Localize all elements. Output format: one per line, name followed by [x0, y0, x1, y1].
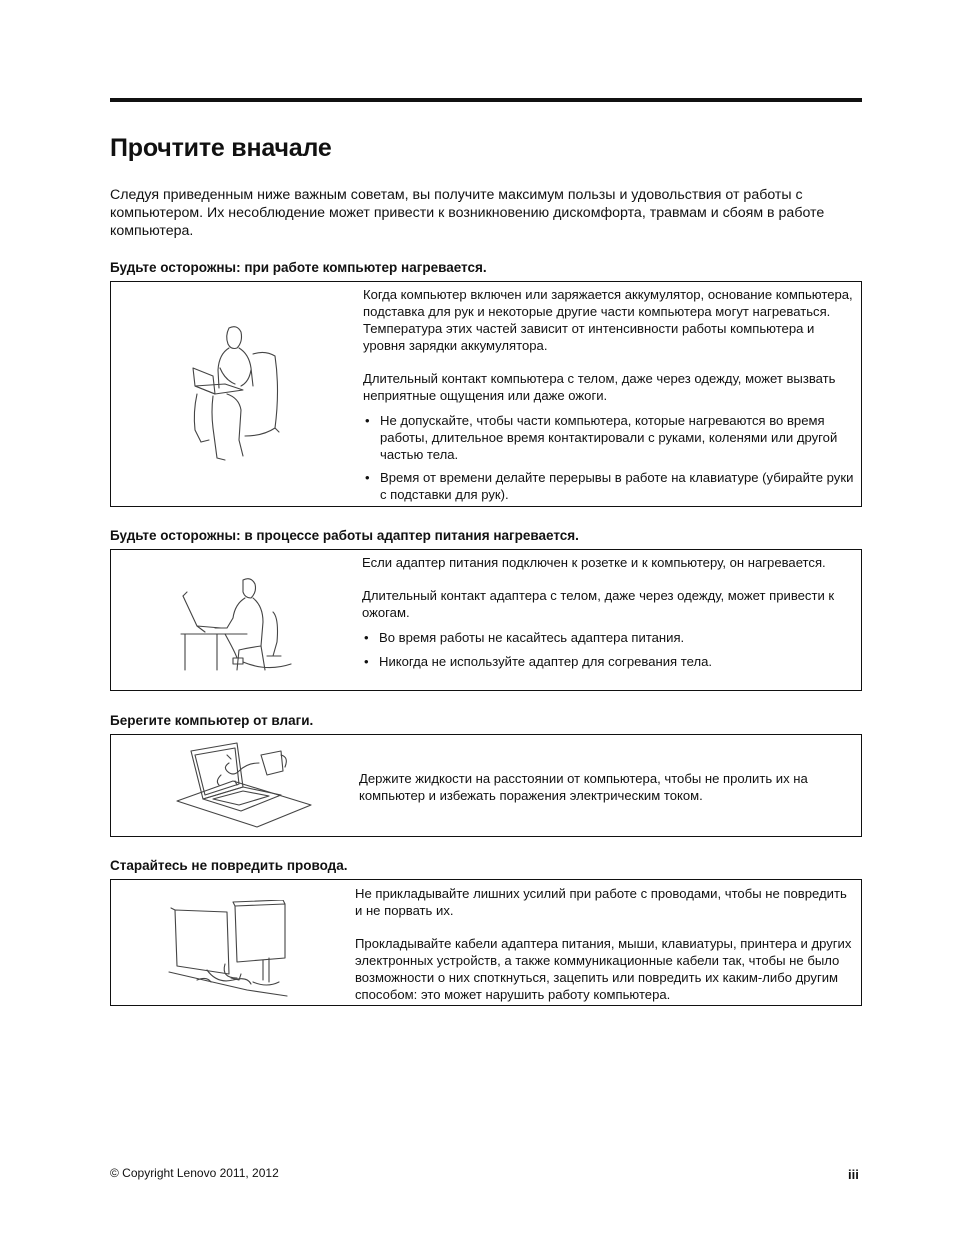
list-item: • Во время работы не касайтесь адаптера питания.	[362, 629, 857, 646]
paragraph: Держите жидкости на расстоянии от компьютера, чтобы не пролить их на компьютер и избежать поражения электрическим током.	[359, 771, 808, 803]
paragraph: Когда компьютер включен или заряжается аккумулятор, основание компьютера, подставка для рук и некоторые другие части компьютера могут нагреваться. Температура этих частей зависит от интенсивности работы компьютера и уровня зарядки аккумулятора.	[363, 287, 853, 353]
paragraph: Длительный контакт компьютера с телом, даже через одежду, может вызвать неприятные ощущения или даже ожоги.	[363, 371, 836, 403]
top-rule	[110, 98, 862, 102]
section-text-moisture	[359, 770, 859, 804]
paragraph: Прокладывайте кабели адаптера питания, мыши, клавиатуры, принтера и других электронных устройств, а также коммуникационные кабели так, чтобы не было возможности о них споткнуться, зацепить или повредить их каким-либо другим способом: это может нарушить работу компьютера.	[355, 936, 852, 1002]
list-item: • Не допускайте, чтобы части компьютера, которые нагреваются во время работы, длительное время контактировали с руками, коленями или другой частью тела.	[363, 412, 858, 463]
page-number: iii	[848, 1167, 859, 1182]
paragraph: Не прикладывайте лишних усилий при работе с проводами, чтобы не повредить и не порвать их.	[355, 886, 847, 918]
section-text-adapter	[362, 554, 857, 670]
section-box-adapter	[110, 549, 862, 691]
cables-monitor-icon	[167, 900, 297, 1000]
section-text-cables	[355, 885, 857, 1003]
liquid-spill-laptop-icon	[173, 741, 313, 831]
list-item: • Время от времени делайте перерывы в работе на клавиатуре (убирайте руки с подставки для рук).	[363, 469, 858, 503]
list-item: • Никогда не используйте адаптер для согревания тела.	[362, 653, 857, 670]
section-title-heat: Будьте осторожны: при работе компьютер нагревается.	[110, 260, 487, 275]
page-title: Прочтите вначале	[110, 134, 332, 162]
paragraph: Длительный контакт адаптера с телом, даже через одежду, может привести к ожогам.	[362, 588, 835, 620]
section-box-moisture	[110, 734, 862, 837]
person-laptop-lap-icon	[183, 320, 291, 465]
person-desk-adapter-icon	[177, 572, 302, 674]
section-title-moisture: Берегите компьютер от влаги.	[110, 713, 314, 728]
copyright: © Copyright Lenovo 2011, 2012	[110, 1166, 279, 1180]
section-title-adapter: Будьте осторожны: в процессе работы адаптер питания нагревается.	[110, 528, 579, 543]
section-title-cables: Старайтесь не повредить провода.	[110, 858, 348, 873]
section-box-cables	[110, 879, 862, 1006]
paragraph: Если адаптер питания подключен к розетке и к компьютеру, он нагревается.	[362, 555, 826, 570]
intro-paragraph: Следуя приведенным ниже важным советам, вы получите максимум пользы и удовольствия от работы с компьютером. Их несоблюдение может привести к возникновению дискомфорта, травмам и сбоям в работе компьютера.	[110, 187, 825, 239]
section-box-heat	[110, 281, 862, 507]
section-text-heat	[363, 286, 858, 503]
